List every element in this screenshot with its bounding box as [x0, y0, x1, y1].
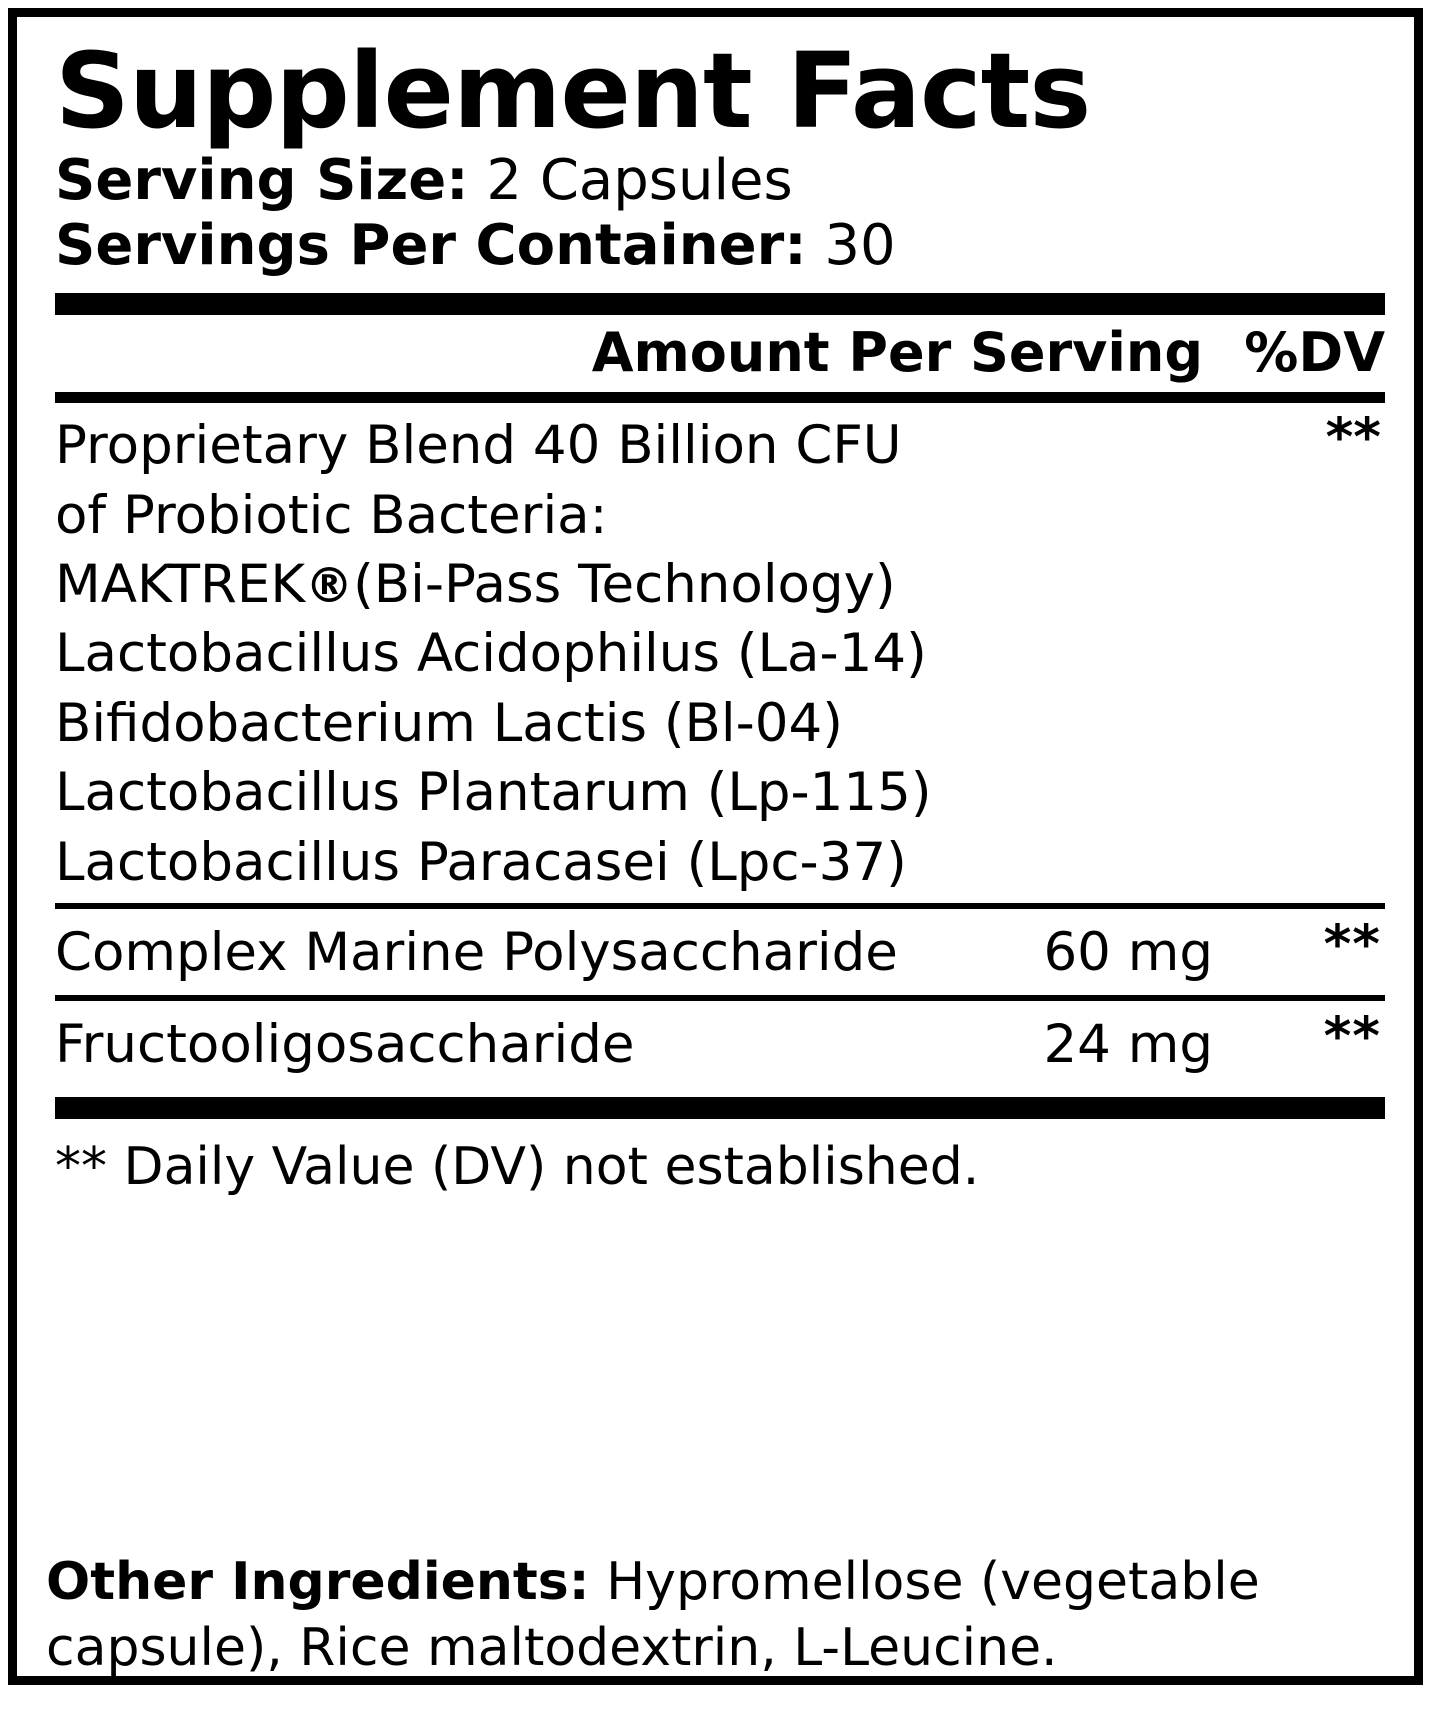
strain-maktrek-name: MAKTREK — [55, 554, 306, 616]
row-name-fructooligosaccharide: Fructooligosaccharide — [55, 1014, 635, 1075]
blend-strain-acidophilus: Lactobacillus Acidophilus (La-14) — [55, 623, 927, 685]
servings-per-container-value: 30 — [824, 213, 896, 279]
proprietary-blend-block — [55, 403, 1385, 903]
other-ingredients — [46, 1550, 1386, 1681]
serving-size-line — [55, 149, 1385, 214]
servings-per-container-line — [55, 214, 1385, 279]
table-row-fructooligosaccharide — [55, 1001, 1385, 1087]
strain-maktrek-suffix: (Bi-Pass Technology) — [353, 554, 896, 616]
other-ingredients-value: Hypromellose (vegetable capsule), Rice maltodextrin, L-Leucine. — [46, 1552, 1260, 1678]
row-dv-marine-polysaccharide: ** — [1323, 914, 1381, 976]
row-dv-fructooligosaccharide: ** — [1323, 1006, 1381, 1067]
table-row-marine-polysaccharide — [55, 909, 1385, 995]
serving-size-label: Serving Size: — [55, 148, 469, 214]
blend-amount: 40 Billion CFU — [532, 415, 902, 477]
serving-size-value: 2 Capsules — [486, 148, 793, 214]
other-ingredients-label: Other Ingredients: — [46, 1552, 590, 1612]
supplement-facts-panel — [8, 8, 1423, 1685]
registered-trademark-icon: ® — [305, 558, 354, 615]
row-amount-fructooligosaccharide: 24 mg — [1043, 1014, 1213, 1075]
daily-value-header: %DV — [1244, 321, 1385, 385]
daily-value-footnote: ** Daily Value (DV) not established. — [55, 1136, 980, 1197]
blend-name-line2-row — [55, 481, 1385, 550]
blend-name-line2: of Probiotic Bacteria: — [55, 484, 608, 546]
blend-strain-plantarum: Lactobacillus Plantarum (Lp-115) — [55, 762, 932, 824]
blend-name-line1: Proprietary Blend — [55, 415, 517, 477]
blend-strain-paracasei: Lactobacillus Paracasei (Lpc-37) — [55, 831, 907, 893]
row-amount-marine-polysaccharide: 60 mg — [1043, 922, 1213, 984]
blend-strain-maktrek — [55, 550, 1385, 619]
divider-thick-bottom — [55, 1097, 1385, 1119]
row-name-marine-polysaccharide: Complex Marine Polysaccharide — [55, 922, 898, 984]
servings-per-container-label: Servings Per Container: — [55, 213, 807, 279]
blend-first-line — [55, 407, 1385, 480]
blend-dv: ** — [1325, 407, 1381, 469]
page-title: Supplement Facts — [55, 30, 1091, 152]
amount-per-serving-header: Amount Per Serving — [591, 321, 1203, 385]
divider-under-header — [55, 392, 1385, 403]
divider-thick-top — [55, 293, 1385, 315]
blend-strain-lactis: Bifidobacterium Lactis (Bl-04) — [55, 692, 843, 754]
table-header — [55, 315, 1385, 392]
supplement-facts-content — [55, 30, 1385, 1210]
